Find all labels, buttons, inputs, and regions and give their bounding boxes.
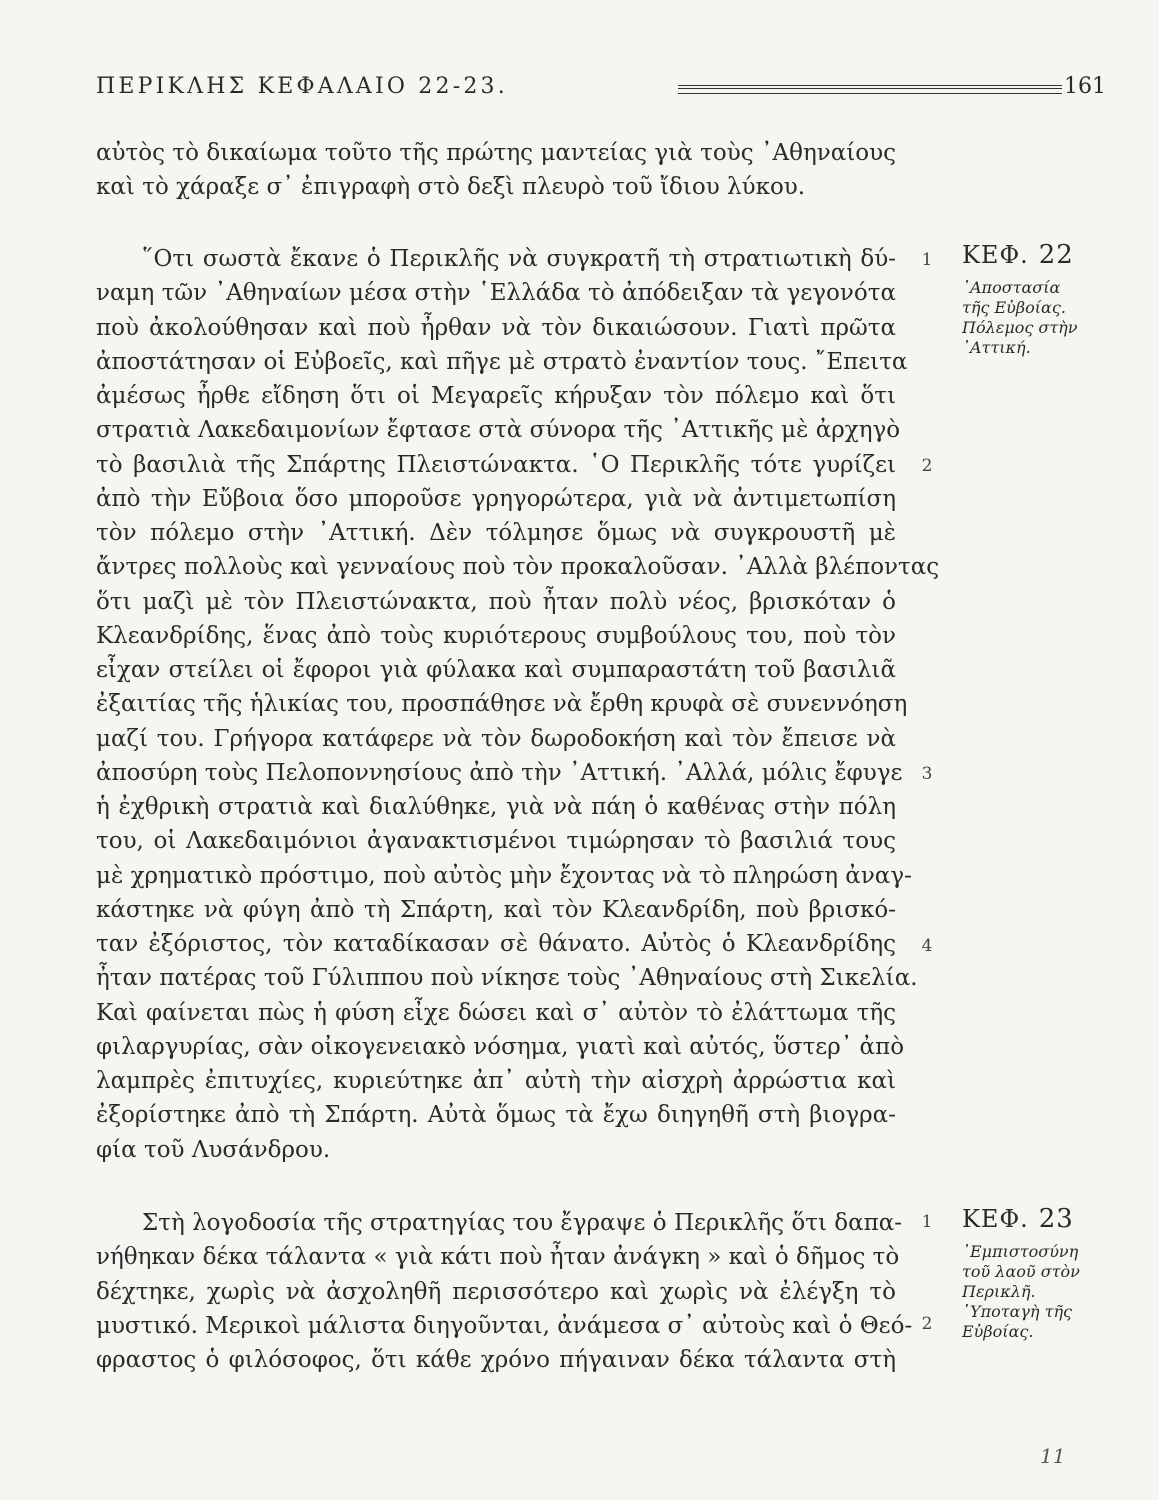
page-number: 161 xyxy=(1064,74,1106,99)
text-line: ἀπὸ τὴν Εὔβοια ὅσο μποροῦσε γρηγορώτερα, γιὰ νὰ ἀντιμετωπίση xyxy=(96,485,896,512)
text-line: τὸν πόλεμο στὴν ᾿Αττική. Δὲν τόλμησε ὅμως νὰ συγκρουστῆ μὲ xyxy=(96,520,896,546)
chapter-22-heading xyxy=(962,240,1112,270)
running-header xyxy=(96,74,1106,106)
summary-line: ᾿Αποστασία xyxy=(962,278,1061,297)
text-line: ποὺ ἀκολούθησαν καὶ ποὺ ἦρθαν νὰ τὸν δικαιώσουν. Γιατὶ πρῶτα xyxy=(96,314,896,341)
signature-mark: 11 xyxy=(1040,1444,1066,1468)
chapter-23-summary xyxy=(962,1242,1112,1342)
text-line: ἦταν πατέρας τοῦ Γύλιππου ποὺ νίκησε τοὺς ᾿Αθηναίους στὴ Σικελία. xyxy=(96,965,918,992)
chapter-number: 23 xyxy=(1038,1204,1074,1234)
text-line: μυστικό. Μερικοὶ μάλιστα διηγοῦνται, ἀνάμεσα σ᾿ αὐτοὺς καὶ ὁ Θεό- xyxy=(96,1312,913,1339)
text-line: ἀμέσως ἦρθε εἴδηση ὅτι οἱ Μεγαρεῖς κήρυξαν τὸν πόλεμο καὶ ὅτι xyxy=(96,383,896,409)
text-line: Καὶ φαίνεται πὼς ἡ φύση εἶχε δώσει καὶ σ᾿ αὐτὸν τὸ ἐλάττωμα τῆς xyxy=(96,999,896,1026)
text-line: ἐξαιτίας τῆς ἡλικίας του, προσπάθησε νὰ ἔρθη κρυφὰ σὲ συνεννόηση xyxy=(96,691,908,718)
text-line: ἄντρες πολλοὺς καὶ γενναίους ποὺ τὸν προκαλοῦσαν. ᾿Αλλὰ βλέποντας xyxy=(96,554,940,581)
chapter-number: 22 xyxy=(1038,240,1074,270)
text-line: εἶχαν στείλει οἱ ἔφοροι γιὰ φύλακα καὶ συμπαραστάτη τοῦ βασιλιᾶ xyxy=(96,657,896,683)
text-line: κάστηκε νὰ φύγη ἀπὸ τὴ Σπάρτη, καὶ τὸν Κλεανδρίδη, ποὺ βρισκό- xyxy=(96,896,896,923)
text-line: μαζί του. Γρήγορα κατάφερε νὰ τὸν δωροδοκήση καὶ τὸν ἔπεισε νὰ xyxy=(96,725,896,752)
text-line: νήθηκαν δέκα τάλαντα « γιὰ κάτι ποὺ ἦταν ἀνάγκη » καὶ ὁ δῆμος τὸ xyxy=(96,1244,900,1271)
text-line: ταν ἐξόριστος, τὸν καταδίκασαν σὲ θάνατο. Αὐτὸς ὁ Κλεανδρίδης xyxy=(96,931,896,957)
chapter-label: ΚΕΦ. xyxy=(962,241,1029,269)
chapter-23-margin xyxy=(962,1204,1112,1342)
intro-line: καὶ τὸ χάραξε σ᾿ ἐπιγραφὴ στὸ δεξὶ πλευρὸ τοῦ ἴδιου λύκου. xyxy=(96,174,806,200)
text-line: του, οἱ Λακεδαιμόνιοι ἀγανακτισμένοι τιμώρησαν τὸ βασιλιά τους xyxy=(96,828,896,855)
text-line: τὸ βασιλιὰ τῆς Σπάρτης Πλειστώνακτα. ῾Ο Περικλῆς τότε γυρίζει xyxy=(96,451,896,478)
intro-line: αὐτὸς τὸ δικαίωμα τοῦτο τῆς πρώτης μαντείας γιὰ τοὺς ᾿Αθηναίους xyxy=(96,140,896,166)
text-line: ἐξορίστηκε ἀπὸ τὴ Σπάρτη. Αὐτὰ ὅμως τὰ ἔχω διηγηθῆ στὴ βιογρα- xyxy=(96,1102,896,1129)
text-line: ἀποστάτησαν οἱ Εὐβοεῖς, καὶ πῆγε μὲ στρατὸ ἐναντίον τους. ῎Επειτα xyxy=(96,348,908,375)
line-marker: 1 xyxy=(921,1212,933,1232)
header-rule xyxy=(678,85,1062,94)
running-title: ΠΕΡΙΚΛΗΣ ΚΕΦΑΛΑΙΟ 22-23. xyxy=(96,74,508,99)
summary-line: ῾Υποταγὴ τῆς xyxy=(962,1302,1072,1321)
text-line: στρατιὰ Λακεδαιμονίων ἔφτασε στὰ σύνορα τῆς ᾿Αττικῆς μὲ ἀρχηγὸ xyxy=(96,417,901,444)
line-marker: 3 xyxy=(921,764,933,784)
text-line: ἡ ἐχθρικὴ στρατιὰ καὶ διαλύθηκε, γιὰ νὰ πάη ὁ καθένας στὴν πόλη xyxy=(96,794,896,820)
text-line: Στὴ λογοδοσία τῆς στρατηγίας του ἔγραψε ὁ Περικλῆς ὅτι δαπα- xyxy=(142,1210,903,1236)
text-line: ὅτι μαζὶ μὲ τὸν Πλειστώνακτα, ποὺ ἦταν πολὺ νέος, βρισκόταν ὁ xyxy=(96,588,896,615)
chapter-22-margin xyxy=(962,240,1112,358)
line-marker: 2 xyxy=(921,456,933,476)
text-line: μὲ χρηματικὸ πρόστιμο, ποὺ αὐτὸς μὴν ἔχοντας νὰ τὸ πληρώση ἀναγ- xyxy=(96,862,912,889)
summary-line: ᾿Εμπιστοσύνη xyxy=(962,1242,1079,1261)
line-marker: 4 xyxy=(921,936,933,956)
text-line: ῞Οτι σωστὰ ἔκανε ὁ Περικλῆς νὰ συγκρατῆ τὴ στρατιωτικὴ δύ- xyxy=(142,246,896,272)
summary-line: ᾿Αττική. xyxy=(962,338,1031,357)
summary-line: τοῦ λαοῦ στὸν xyxy=(962,1262,1080,1281)
summary-line: Περικλῆ. xyxy=(962,1282,1036,1301)
line-marker: 2 xyxy=(921,1314,933,1334)
summary-line: Εὐβοίας. xyxy=(962,1322,1034,1341)
line-marker: 1 xyxy=(921,250,933,270)
text-line: φραστος ὁ φιλόσοφος, ὅτι κάθε χρόνο πήγαιναν δέκα τάλαντα στὴ xyxy=(96,1347,896,1373)
summary-line: Πόλεμος στὴν xyxy=(962,318,1078,337)
text-line: φία τοῦ Λυσάνδρου. xyxy=(96,1136,331,1163)
text-line: φιλαργυρίας, σὰν οἰκογενειακὸ νόσημα, γιατὶ καὶ αὐτός, ὕστερ᾿ ἀπὸ xyxy=(96,1033,905,1060)
text-line: Κλεανδρίδης, ἕνας ἀπὸ τοὺς κυριότερους συμβούλους του, ποὺ τὸν xyxy=(96,622,896,649)
text-line: ἀποσύρη τοὺς Πελοποννησίους ἀπὸ τὴν ᾿Αττική. ᾿Αλλά, μόλις ἔφυγε xyxy=(96,759,903,786)
summary-line: τῆς Εὐβοίας. xyxy=(962,298,1066,317)
text-line: δέχτηκε, χωρὶς νὰ ἀσχοληθῆ περισσότερο καὶ χωρὶς νὰ ἐλέγξη τὸ xyxy=(96,1278,896,1305)
text-line: ναμη τῶν ᾿Αθηναίων μέσα στὴν ῾Ελλάδα τὸ ἀπόδειξαν τὰ γεγονότα xyxy=(96,280,896,307)
text-line: λαμπρὲς ἐπιτυχίες, κυριεύτηκε ἀπ᾿ αὐτὴ τὴν αἰσχρὴ ἀρρώστια καὶ xyxy=(96,1068,896,1094)
chapter-23-heading xyxy=(962,1204,1112,1234)
chapter-label: ΚΕΦ. xyxy=(962,1205,1029,1233)
chapter-22-summary xyxy=(962,278,1112,358)
